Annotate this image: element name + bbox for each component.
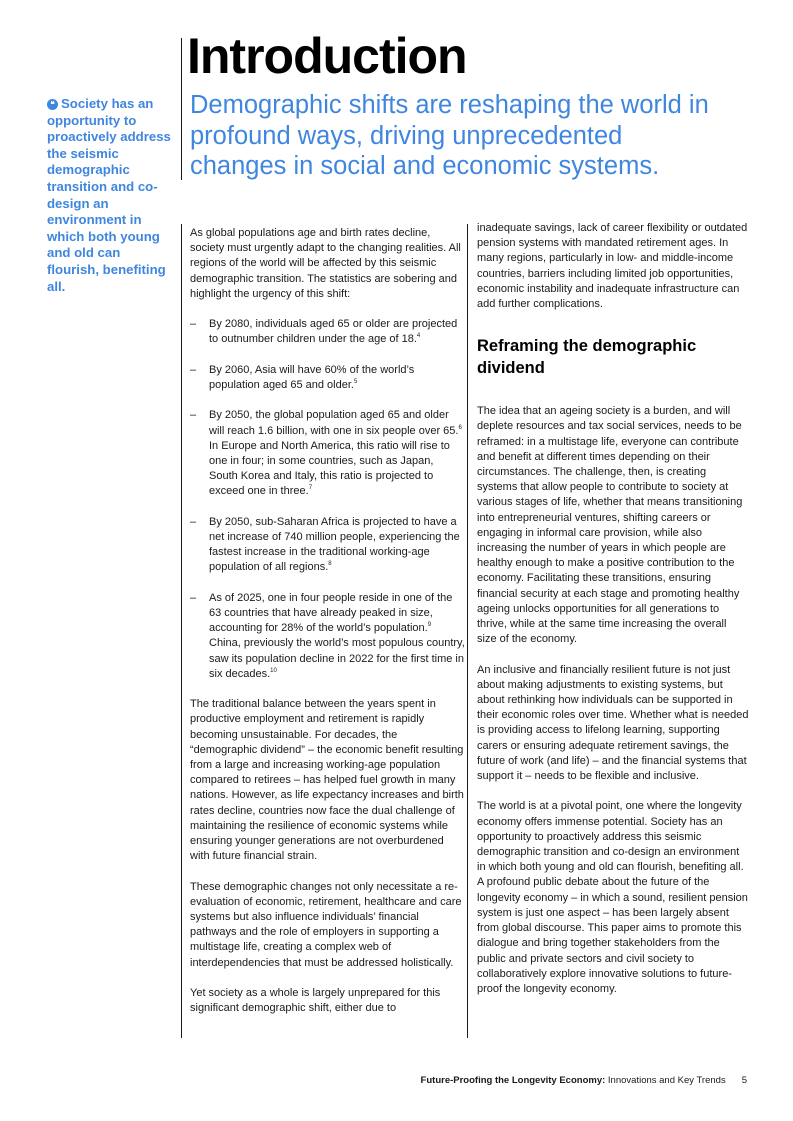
body-paragraph: The world is at a pivotal point, one where the longevity economy offers immense potential. Society has an opportunity to proactively address this seismic demographic transition and co-design an environment in which both young and old can flourish, benefiting all. A profound public debate about the future of the longevity economy – in which a sound, resilient pension system is just one aspect – has been largely absent from global discourse. This paper aims to promote this dialogue and bring together stakeholders from the public and private sectors and civil society to collaboratively explore innovative solutions to future-proof the longevity economy. (477, 800, 748, 995)
left-column (190, 226, 465, 1032)
list-item-text: By 2050, the global population aged 65 and older will reach 1.6 billion, with one in six people over 65. (209, 409, 459, 437)
right-column (477, 221, 749, 1012)
list-item-text: China, previously the world’s most populous country, saw its population decline in 2022 for the first time in six decades. (209, 637, 465, 680)
page-footer (421, 1075, 747, 1086)
body-paragraph: The traditional balance between the years spent in productive employment and retirement is rapidly becoming unsustainable. For decades, the “demographic dividend” – the economic benefit resulting from a large and increasing working-age population compared to retirees – has helped fuel growth in many nations. However, as life expectancy increases and birth rates decline, countries now face the dual challenge of maintaining the resilience of economic systems while ensuring younger generations are not overburdened with future financial strain. (190, 698, 464, 863)
intro-paragraph: As global populations age and birth rates decline, society must urgently adapt to the changing realities. All regions of the world will be affected by this seismic demographic transition. The statistics are sobering and highlight the urgency of this shift: (190, 227, 461, 300)
footer-title-bold: Future-Proofing the Longevity Economy: (420, 1075, 606, 1086)
quote-icon: ❝ (47, 99, 58, 110)
column-rule-left (181, 224, 182, 1038)
footnote-ref[interactable]: 10 (270, 667, 277, 674)
body-paragraph: An inclusive and financially resilient future is not just about making adjustments to existing systems, but about rethinking how individuals can be supported in their economic roles over time. Whether what is needed is providing access to lifelong learning, supporting carers or ensuring adequate retirement savings, the future of work (and life) – and the financial systems that support it – needs to be flexible and inclusive. (477, 663, 749, 783)
footnote-ref[interactable]: 9 (427, 622, 432, 629)
bullet-dash: – (190, 318, 197, 331)
bullet-dash: – (190, 591, 197, 604)
body-paragraph: inadequate savings, lack of career flexibility or outdated pension systems with mandated retirement ages. In many regions, particularly in low- and middle-income countries, barriers including limited job opportunities, economic instability and inadequate infrastructure can add further complications. (477, 222, 748, 311)
pull-quote-text: Society has an opportunity to proactively address the seismic demographic transition and co-design an environment in which both young and old can flourish, benefiting all. (47, 96, 171, 294)
list-item-text: By 2060, Asia will have 60% of the world’s population aged 65 and older. (209, 363, 415, 391)
bullet-dash: – (190, 515, 197, 528)
bullet-dash: – (190, 363, 197, 376)
footnote-ref[interactable]: 7 (308, 485, 313, 492)
body-paragraph: The idea that an ageing society is a burden, and will deplete resources and tax social services, needs to be reframed: in a multistage life, everyone can contribute and benefit at different times depending on their circumstances. The challenge, then, is creating systems that allow people to contribute to society at various stages of life, whether that means transitioning into entrepreneurial ventures, shifting careers or engaging in informal care provision, while also increasing the number of years in which people are healthy enough to make a positive contribution to the economy. Facilitating these transitions, ensuring financial security at each stage and promoting healthy ageing unlocks opportunities for all generations to thrive, while at the same time increasing the overall size of the economy. (477, 405, 743, 646)
footnote-ref[interactable]: 8 (328, 561, 332, 568)
footnote-ref[interactable]: 5 (353, 379, 358, 385)
list-item-text: By 2050, sub-Saharan Africa is projected to have a net increase of 740 million people, experiencing the fastest increase in the traditional working-age population of all regions. (209, 515, 460, 574)
footnote-ref[interactable]: 6 (458, 424, 462, 431)
list-item-text: By 2080, individuals aged 65 or older are projected to outnumber children under the age of 18. (209, 318, 458, 346)
body-paragraph: Yet society as a whole is largely unprepared for this significant demographic shift, either due to (190, 987, 441, 1015)
page-number: 5 (741, 1075, 747, 1086)
statistics-list (190, 317, 465, 682)
list-item-text: As of 2025, one in four people reside in one of the 63 countries that have already peaked in size, accounting for 28% of the world’s population. (209, 591, 453, 635)
list-item (190, 591, 465, 682)
lede-paragraph: Demographic shifts are reshaping the world in profound ways, driving unprecedented changes in social and economic systems. (190, 91, 709, 180)
footer-title-rest: Innovations and Key Trends (605, 1075, 726, 1086)
bullet-dash: – (190, 409, 197, 422)
title-rule (181, 38, 182, 180)
column-rule-middle (467, 224, 468, 1038)
section-heading: Reframing the demographic dividend (477, 337, 697, 377)
footnote-ref[interactable]: 4 (416, 333, 421, 340)
list-item (190, 515, 465, 576)
list-item (190, 408, 465, 499)
body-paragraph: These demographic changes not only necessitate a re-evaluation of economic, retirement, healthcare and care systems but also influence individuals’ financial pathways and the role of employers in supporting a multistage life, creating a complex web of interdependencies that must be addressed holistically. (190, 880, 462, 969)
pull-quote (47, 96, 175, 295)
list-item (190, 363, 465, 393)
list-item-text: In Europe and North America, this ratio will rise to one in four; in some countries, such as Japan, South Korea and Italy, this ratio is projected to exceed one in three. (209, 439, 450, 498)
page-title: Introduction (187, 28, 467, 84)
list-item (190, 317, 465, 347)
